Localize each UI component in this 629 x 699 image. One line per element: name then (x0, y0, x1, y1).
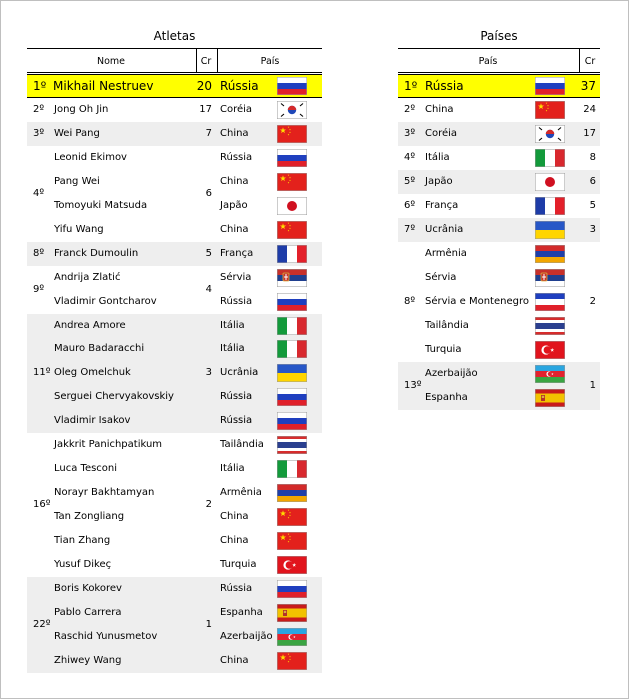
cr-value: 37 (580, 79, 596, 93)
athlete-country: Armênia (220, 487, 262, 499)
ukraine-flag-icon (277, 364, 307, 382)
athlete-name: Jong Oh Jin (54, 103, 109, 115)
turkey-flag-icon (535, 341, 565, 359)
rank-label: 4º (33, 187, 45, 199)
athlete-country: Ucrânia (220, 367, 259, 379)
countries-header-bottom-rule (398, 72, 600, 73)
russia-flag-icon (277, 580, 307, 598)
japan-flag-icon (277, 197, 307, 215)
country-name: Sérvia e Montenegro (425, 296, 529, 307)
athlete-country: Rússia (220, 391, 253, 403)
spain-flag-icon (535, 389, 565, 407)
countries-header-divider (579, 49, 580, 72)
athlete-country: Itália (220, 343, 245, 355)
china-flag-icon (277, 221, 307, 239)
athlete-name: Tomoyuki Matsuda (54, 199, 148, 211)
rank-label: 16º (33, 499, 51, 511)
athlete-country: Japão (220, 199, 248, 211)
country-name: Rússia (425, 79, 464, 93)
russia-flag-icon (277, 77, 307, 95)
athlete-country: China (220, 654, 249, 666)
athlete-name: Vladimir Isakov (54, 415, 131, 427)
athlete-name: Mauro Badaracchi (54, 343, 145, 355)
athlete-country: Turquia (220, 559, 257, 570)
athlete-country: Rússia (220, 295, 253, 307)
cr-value: 5 (205, 247, 212, 259)
country-name: Espanha (425, 392, 468, 403)
south-korea-flag-icon (277, 101, 307, 119)
russia-flag-icon (277, 149, 307, 167)
china-flag-icon (277, 173, 307, 191)
athlete-name: Yifu Wang (54, 223, 104, 235)
athlete-name: Pang Wei (54, 175, 100, 187)
azerbaijan-flag-icon (535, 365, 565, 383)
thailand-flag-icon (277, 436, 307, 454)
country-name: Azerbaijão (425, 368, 478, 379)
italy-flag-icon (277, 317, 307, 335)
athlete-name: Pablo Carrera (54, 606, 122, 618)
rank-label: 8º (33, 247, 45, 259)
france-flag-icon (277, 245, 307, 263)
cr-value: 8 (589, 152, 596, 163)
athlete-country: China (220, 535, 249, 547)
rank-label: 7º (404, 224, 416, 235)
cr-value: 3 (205, 367, 212, 379)
country-name: França (425, 200, 459, 211)
athlete-name: Luca Tesconi (54, 463, 118, 475)
highlight-rule (27, 97, 322, 98)
china-flag-icon (277, 532, 307, 550)
athletes-header-cr: Cr (200, 56, 212, 67)
cr-value: 20 (196, 78, 212, 93)
athlete-country: Sérvia (220, 271, 252, 283)
athlete-country: França (220, 247, 254, 259)
athlete-country: Azerbaijão (220, 630, 273, 642)
athletes-header-country: País (260, 56, 280, 67)
athletes-header-divider (196, 49, 197, 72)
russia-flag-icon (277, 388, 307, 406)
cr-value: 6 (205, 187, 212, 199)
country-name: Coréia (425, 128, 458, 139)
turkey-flag-icon (277, 556, 307, 574)
italy-flag-icon (535, 149, 565, 167)
athlete-name: Leonid Ekimov (54, 151, 127, 163)
athlete-name: Vladimir Gontcharov (54, 295, 157, 307)
italy-flag-icon (277, 340, 307, 358)
athlete-country: Rússia (220, 582, 253, 594)
athlete-country: Rússia (220, 79, 259, 93)
athlete-name: Andrea Amore (54, 319, 126, 331)
cr-value: 24 (583, 104, 596, 115)
rank-label: 3º (33, 127, 45, 139)
athlete-name: Andrija Zlatić (54, 271, 121, 283)
countries-header-top-rule (398, 48, 600, 49)
italy-flag-icon (277, 460, 307, 478)
athlete-name: Oleg Omelchuk (54, 367, 131, 379)
athlete-name: Serguei Chervyakovskiy (54, 391, 174, 403)
athletes-header-top-rule (27, 48, 322, 49)
athlete-country: Itália (220, 319, 245, 331)
athlete-country: China (220, 223, 249, 235)
athlete-country: Itália (220, 463, 245, 475)
cr-value: 17 (199, 103, 212, 115)
countries-table-title: Países (480, 29, 518, 43)
athletes-header-bottom-rule (27, 72, 322, 73)
serbia-and-montenegro-flag-icon (535, 293, 565, 311)
athlete-name: Raschid Yunusmetov (54, 630, 158, 642)
athletes-table-title: Atletas (153, 29, 196, 43)
cr-value: 4 (205, 283, 212, 295)
countries-header-country: País (478, 56, 498, 67)
rank-label: 2º (404, 104, 416, 115)
country-name: China (425, 104, 454, 115)
russia-flag-icon (535, 77, 565, 95)
rank-label: 13º (404, 380, 422, 391)
rank-label: 4º (404, 152, 416, 163)
cr-value: 5 (589, 200, 596, 211)
country-name: Tailândia (425, 320, 469, 331)
athlete-country: Tailândia (220, 439, 264, 451)
athlete-name: Yusuf Dikeç (54, 559, 112, 570)
athlete-name: Tian Zhang (54, 535, 111, 547)
thailand-flag-icon (535, 317, 565, 335)
cr-value: 2 (589, 296, 596, 307)
athletes-header-divider (217, 49, 218, 72)
rank-label: 8º (404, 296, 416, 307)
athlete-name: Boris Kokorev (54, 582, 122, 594)
armenia-flag-icon (277, 484, 307, 502)
countries-header-cr: Cr (584, 56, 596, 67)
rank-label: 22º (33, 618, 51, 630)
country-name: Sérvia (425, 272, 457, 283)
country-name: Turquia (425, 344, 462, 355)
cr-value: 17 (583, 128, 596, 139)
athlete-name: Zhiwey Wang (54, 654, 122, 666)
athlete-country: Rússia (220, 415, 253, 427)
cr-value: 6 (589, 176, 596, 187)
france-flag-icon (535, 197, 565, 215)
cr-value: 3 (589, 224, 596, 235)
country-name: Itália (425, 152, 450, 163)
rank-label: 6º (404, 200, 416, 211)
athlete-country: Coréia (220, 103, 253, 115)
athlete-name: Franck Dumoulin (54, 247, 139, 259)
serbia-flag-icon (535, 269, 565, 287)
spain-flag-icon (277, 604, 307, 622)
japan-flag-icon (535, 173, 565, 191)
athlete-name: Mikhail Nestruev (53, 79, 154, 93)
cr-value: 1 (589, 380, 596, 391)
china-flag-icon (277, 508, 307, 526)
china-flag-icon (277, 652, 307, 670)
rank-label: 9º (33, 283, 45, 295)
russia-flag-icon (277, 293, 307, 311)
rank-label: 2º (33, 103, 45, 115)
rank-label: 1º (404, 79, 418, 93)
ukraine-flag-icon (535, 221, 565, 239)
rank-label: 5º (404, 176, 416, 187)
highlight-rule (398, 74, 600, 75)
athletes-header-name: Nome (96, 56, 126, 67)
cr-value: 7 (205, 127, 212, 139)
rank-label: 3º (404, 128, 416, 139)
cr-value: 2 (205, 499, 212, 511)
highlight-rule (398, 97, 600, 98)
armenia-flag-icon (535, 245, 565, 263)
country-name: Japão (425, 176, 453, 187)
country-name: Armênia (425, 248, 467, 259)
athlete-country: China (220, 511, 249, 523)
cr-value: 1 (205, 618, 212, 630)
athlete-name: Wei Pang (54, 127, 100, 139)
rank-label: 1º (33, 78, 47, 93)
highlight-rule (27, 74, 322, 75)
china-flag-icon (535, 101, 565, 119)
athlete-name: Norayr Bakhtamyan (54, 487, 155, 499)
china-flag-icon (277, 125, 307, 143)
rank-label: 11º (33, 367, 51, 379)
azerbaijan-flag-icon (277, 628, 307, 646)
athlete-country: Espanha (220, 606, 263, 618)
south-korea-flag-icon (535, 125, 565, 143)
athlete-name: Jakkrit Panichpatikum (54, 439, 163, 451)
athlete-country: Rússia (220, 151, 253, 163)
russia-flag-icon (277, 412, 307, 430)
serbia-flag-icon (277, 269, 307, 287)
country-name: Ucrânia (425, 224, 464, 235)
athlete-country: China (220, 175, 249, 187)
athlete-country: China (220, 127, 249, 139)
athlete-name: Tan Zongliang (54, 511, 125, 523)
